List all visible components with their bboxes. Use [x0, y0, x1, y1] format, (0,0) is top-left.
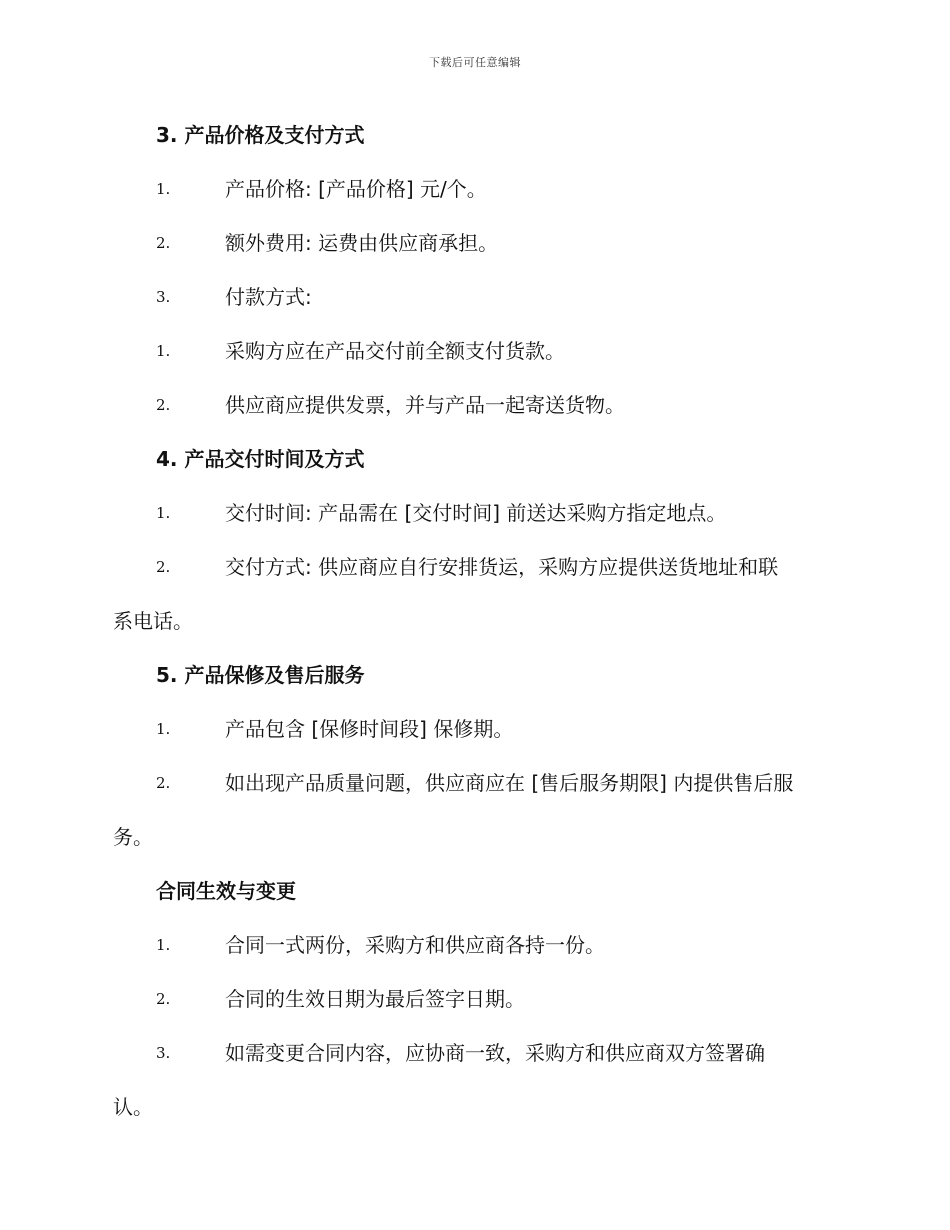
item-number: 1. [156, 342, 171, 360]
list-item [113, 972, 843, 1026]
item-number: 1. [156, 720, 171, 738]
item-text: 合同一式两份，采购方和供应商各持一份。 [225, 933, 605, 957]
item-number: 2. [156, 774, 171, 792]
item-text: 交付方式: 供应商应自行安排货运，采购方应提供送货地址和联 [225, 555, 779, 579]
item-number: 2. [156, 990, 171, 1008]
list-item [113, 1026, 843, 1134]
page-header: 下载后可任意编辑 [429, 56, 521, 69]
item-text: 合同的生效日期为最后签字日期。 [225, 987, 525, 1011]
item-number: 1. [156, 504, 171, 522]
item-text: 供应商应提供发票，并与产品一起寄送货物。 [225, 393, 625, 417]
item-number: 3. [156, 1044, 171, 1062]
item-text: 如出现产品质量问题，供应商应在 [售后服务期限] 内提供售后服 [225, 771, 794, 795]
list-item [113, 702, 843, 756]
item-number: 1. [156, 180, 171, 198]
item-text: 额外费用: 运费由供应商承担。 [225, 231, 499, 255]
item-number: 2. [156, 396, 171, 414]
list-item [113, 486, 843, 540]
item-number: 3. [156, 288, 171, 306]
list-item [113, 162, 843, 216]
section-heading: 合同生效与变更 [156, 879, 296, 903]
list-item [113, 756, 843, 864]
list-item [113, 918, 843, 972]
item-number: 2. [156, 558, 171, 576]
section-heading: 4. 产品交付时间及方式 [156, 447, 365, 471]
item-text: 产品包含 [保修时间段] 保修期。 [225, 717, 514, 741]
item-text-continuation: 务。 [113, 825, 153, 849]
list-item [113, 270, 843, 324]
list-item [113, 216, 843, 270]
item-text: 采购方应在产品交付前全额支付货款。 [225, 339, 565, 363]
item-number: 2. [156, 234, 171, 252]
section-heading: 3. 产品价格及支付方式 [156, 123, 365, 147]
item-text: 产品价格: [产品价格] 元/个。 [225, 177, 487, 201]
document-body [113, 108, 843, 1134]
item-text-continuation: 认。 [113, 1095, 153, 1119]
list-item [113, 378, 843, 432]
item-text: 如需变更合同内容，应协商一致，采购方和供应商双方签署确 [225, 1041, 765, 1065]
list-item [113, 540, 843, 648]
section-heading: 5. 产品保修及售后服务 [156, 663, 365, 687]
item-text-continuation: 系电话。 [113, 609, 193, 633]
item-number: 1. [156, 936, 171, 954]
list-item [113, 324, 843, 378]
item-text: 付款方式: [225, 285, 312, 309]
item-text: 交付时间: 产品需在 [交付时间] 前送达采购方指定地点。 [225, 501, 727, 525]
